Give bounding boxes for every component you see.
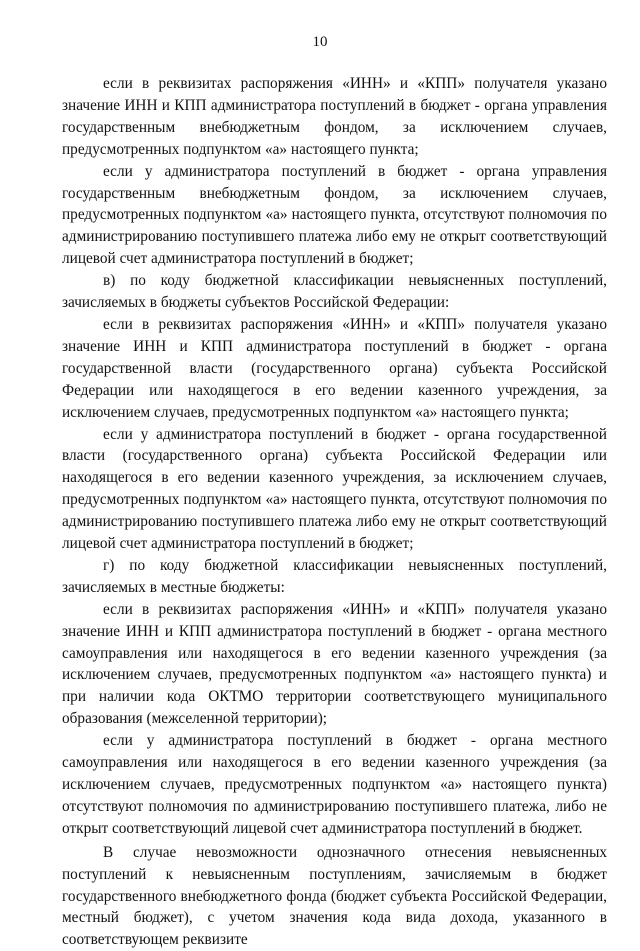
paragraph-5: если у администратора поступлений в бюджет - органа государственной власти (государственного органа) субъекта Российской Федерации или находящегося в его ведении казенного учреждения, за исключением случаев, предусмотренных подпунктом «а» настоящего пункта, отсутствуют полномочия по администрированию поступившего платежа либо ему не открыт соответствующий лицевой счет администратора поступлений в бюджет; (62, 425, 607, 553)
paragraph-9: В случае невозможности однозначного отнесения невыясненных поступлений к невыясненным поступлениям, зачисляемым в бюджет государственного внебюджетного фонда (бюджет субъекта Российской Федерации, местный бюджет), с учетом значения кода вида дохода, указанного в соответствующем реквизите (62, 843, 607, 949)
page-number: 10 (312, 34, 328, 50)
paragraph-1: если в реквизитах распоряжения «ИНН» и «КПП» получателя указано значение ИНН и КПП администратора поступлений в бюджет - органа управления государственным внебюджетным фондом, за исключением случаев, предусмотренных подпунктом «а» настоящего пункта; (62, 75, 607, 158)
paragraph-3: в) по коду бюджетной классификации невыясненных поступлений, зачисляемых в бюджеты субъектов Российской Федерации: (62, 272, 607, 312)
paragraph-6: г) по коду бюджетной классификации невыясненных поступлений, зачисляемых в местные бюджеты: (62, 556, 607, 596)
paragraph-2: если у администратора поступлений в бюджет - органа управления государственным внебюджетным фондом, за исключением случаев, предусмотренных подпунктом «а» настоящего пункта, отсутствуют полномочия по администрированию поступившего платежа либо ему не открыт соответствующий лицевой счет администратора поступлений в бюджет; (62, 162, 607, 268)
document-body (62, 73, 607, 951)
paragraph-4: если в реквизитах распоряжения «ИНН» и «КПП» получателя указано значение ИНН и КПП администратора поступлений в бюджет - органа государственной власти (государственного органа) субъекта Российской Федерации или находящегося в его ведении казенного учреждения, за исключением случаев, предусмотренных подпунктом «а» настоящего пункта; (62, 315, 607, 421)
paragraph-8: если у администратора поступлений в бюджет - органа местного самоуправления или находящегося в его ведении казенного учреждения (за исключением случаев, предусмотренных подпунктом «а» настоящего пункта) отсутствуют полномочия по администрированию поступившего платежа, либо не открыт соответствующий лицевой счет администратора поступлений в бюджет. (62, 732, 607, 837)
paragraph-7: если в реквизитах распоряжения «ИНН» и «КПП» получателя указано значение ИНН и КПП администратора поступлений в бюджет - органа местного самоуправления или находящегося в его ведении казенного учреждения (за исключением случаев, предусмотренных подпунктом «а» настоящего пункта) и при наличии кода ОКТМО территории соответствующего муниципального образования (межселенной территории); (62, 600, 607, 728)
